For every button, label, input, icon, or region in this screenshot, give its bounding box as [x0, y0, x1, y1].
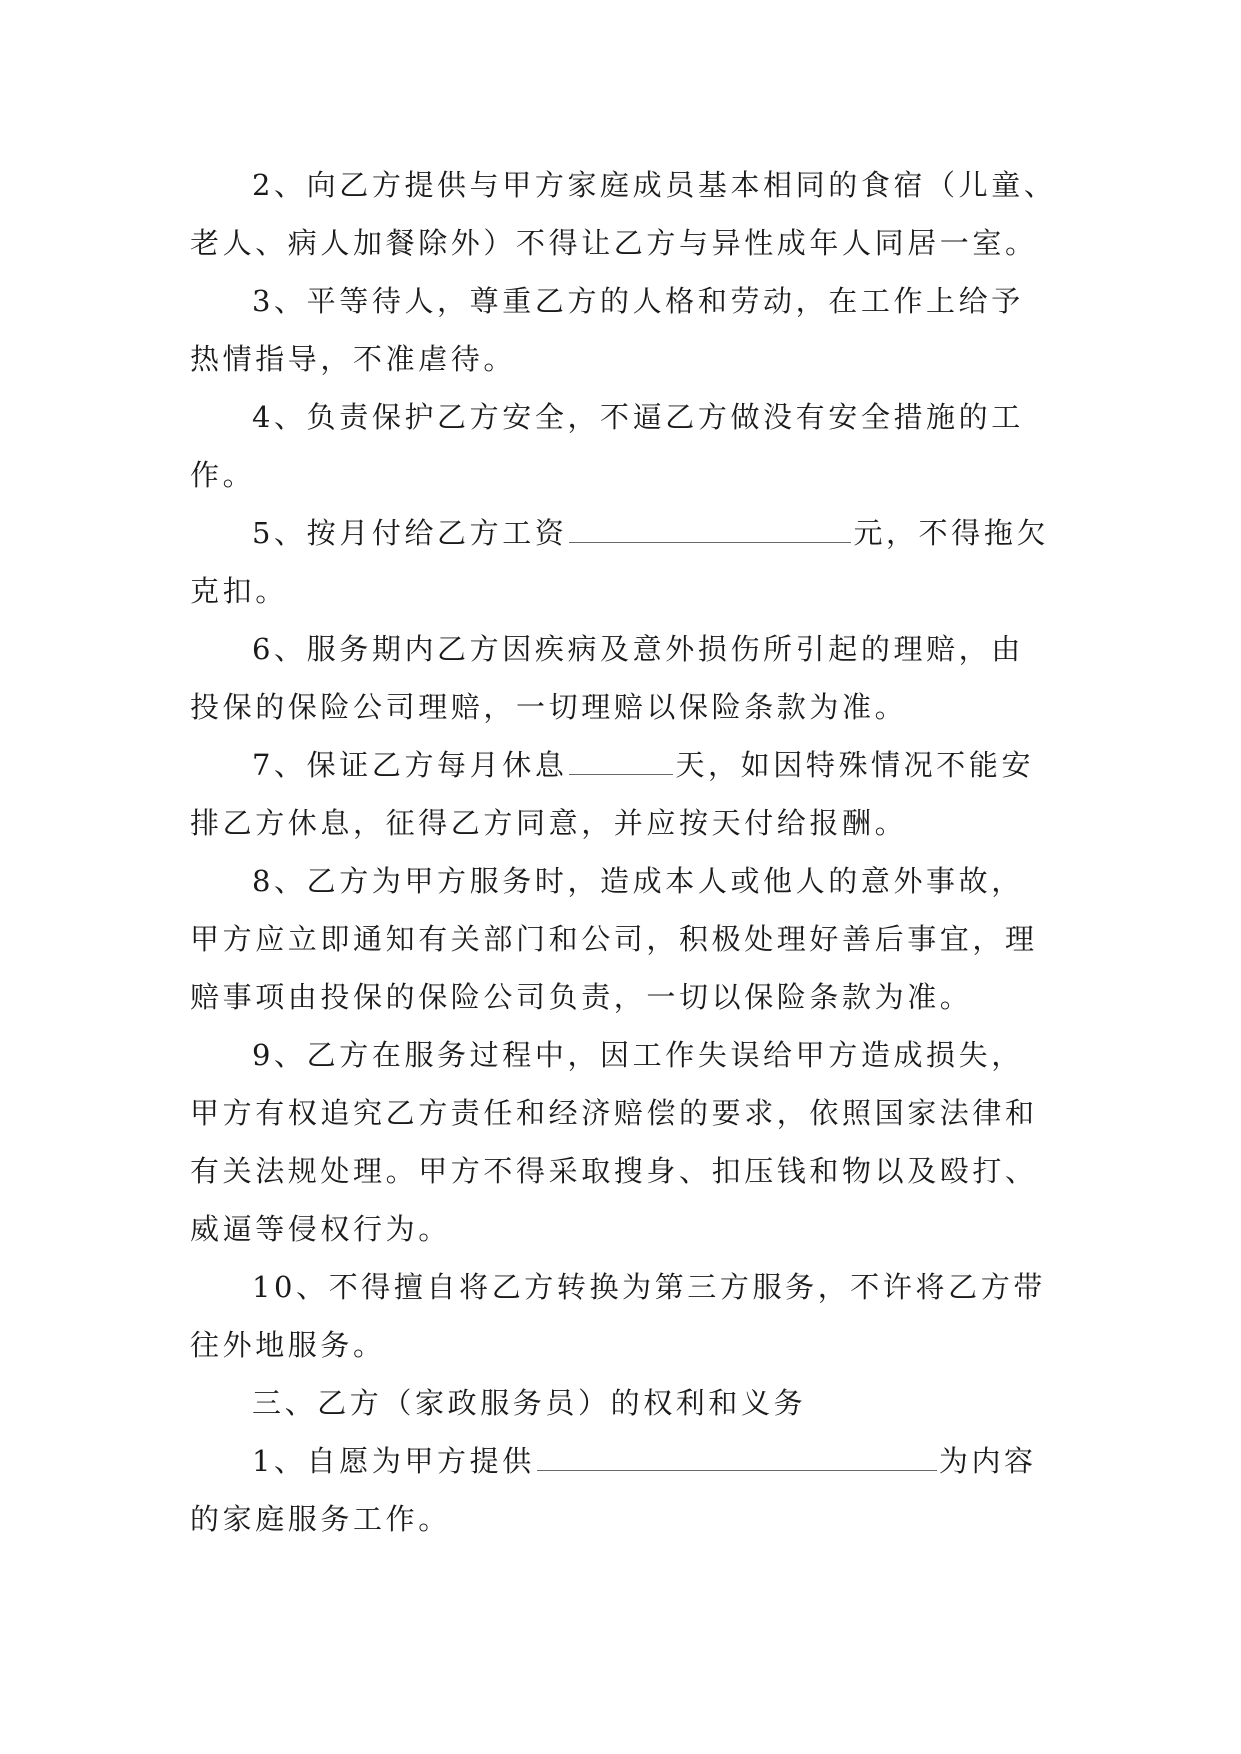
clause-5-line-1 — [190, 504, 1050, 562]
clause-9-line-1: 9、乙方在服务过程中，因工作失误给甲方造成损失， — [252, 1038, 1024, 1072]
section-3-clause-1-line-2: 的家庭服务工作。 — [190, 1502, 451, 1536]
section-3-heading: 三、乙方（家政服务员）的权利和义务 — [252, 1386, 807, 1420]
clause-5-text-before: 5、按月付给乙方工资 — [252, 516, 568, 550]
section-3-clause-1-text-after: 为内容 — [938, 1444, 1037, 1478]
clause-2-line-1: 2、向乙方提供与甲方家庭成员基本相同的食宿（儿童、 — [252, 168, 1057, 202]
clause-7-text-after: 天，如因特殊情况不能安 — [675, 748, 1035, 782]
clause-6-line-1: 6、服务期内乙方因疾病及意外损伤所引起的理赔，由 — [252, 632, 1024, 666]
clause-4-line-1: 4、负责保护乙方安全，不逼乙方做没有安全措施的工 — [252, 400, 1024, 434]
clause-9-line-4: 威逼等侵权行为。 — [190, 1212, 451, 1246]
clause-7-line-2: 排乙方休息，征得乙方同意，并应按天付给报酬。 — [190, 806, 908, 840]
wage-amount-blank[interactable] — [569, 522, 851, 543]
clause-10-line-1: 10、不得擅自将乙方转换为第三方服务，不许将乙方带 — [252, 1270, 1046, 1304]
clause-3-line-1: 3、平等待人，尊重乙方的人格和劳动，在工作上给予 — [252, 284, 1024, 318]
clause-3-line-2: 热情指导，不准虐待。 — [190, 342, 517, 376]
clause-6-line-2: 投保的保险公司理赔，一切理赔以保险条款为准。 — [190, 690, 908, 724]
clause-8-line-3: 赔事项由投保的保险公司负责，一切以保险条款为准。 — [190, 980, 973, 1014]
clause-2-line-2: 老人、病人加餐除外）不得让乙方与异性成年人同居一室。 — [190, 226, 1038, 260]
clause-8-line-1: 8、乙方为甲方服务时，造成本人或他人的意外事故， — [252, 864, 1024, 898]
clause-7-text-before: 7、保证乙方每月休息 — [252, 748, 568, 782]
section-3-clause-1-line-1 — [190, 1432, 1050, 1490]
clause-4-line-2: 作。 — [190, 458, 256, 492]
clause-5-line-2: 克扣。 — [190, 574, 288, 608]
clause-7-line-1 — [190, 736, 1050, 794]
clause-9-line-3: 有关法规处理。甲方不得采取搜身、扣压钱和物以及殴打、 — [190, 1154, 1038, 1188]
clause-9-line-2: 甲方有权追究乙方责任和经济赔偿的要求，依照国家法律和 — [190, 1096, 1038, 1130]
service-content-blank[interactable] — [537, 1450, 937, 1471]
clause-5-text-after: 元，不得拖欠 — [853, 516, 1050, 550]
rest-days-blank[interactable] — [569, 754, 673, 775]
clause-10-line-2: 往外地服务。 — [190, 1328, 386, 1362]
contract-text — [190, 156, 1057, 1548]
clause-8-line-2: 甲方应立即通知有关部门和公司，积极处理好善后事宜，理 — [190, 922, 1038, 956]
section-3-clause-1-text-before: 1、自愿为甲方提供 — [252, 1444, 535, 1478]
